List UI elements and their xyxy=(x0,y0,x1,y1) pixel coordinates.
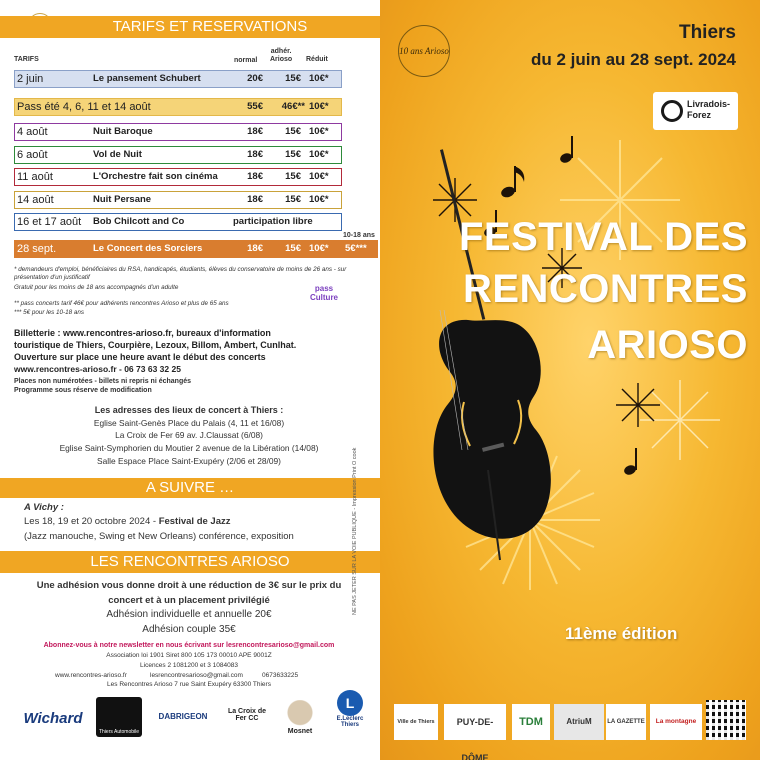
price-row xyxy=(14,98,342,116)
row-reduit: 10€* xyxy=(309,101,329,112)
col-reduit: Réduit xyxy=(306,56,328,63)
row-adher: 15€ xyxy=(285,73,301,84)
festival-title-line2: RENCONTRES xyxy=(462,267,748,311)
row-adher: 15€ xyxy=(285,126,301,137)
row-libre: participation libre xyxy=(233,216,313,227)
row-reduit: 10€* xyxy=(309,171,329,182)
tdm-logo: TDM xyxy=(512,704,550,740)
note-jeunes: *** 5€ pour les 10-18 ans xyxy=(14,309,85,316)
adhesion-line1: Une adhésion vous donne droit à une réduction de 3€ sur le prix du xyxy=(36,580,342,591)
vichy-title: A Vichy : xyxy=(24,502,64,513)
dabrigeon-logo: DABRIGEON xyxy=(158,712,208,721)
tarifs-title-band xyxy=(0,16,380,38)
puy-de-dome-logo: PUY-DE-DÔME xyxy=(444,704,506,740)
adhesion-couple: Adhésion couple 35€ xyxy=(142,624,236,635)
row-name: Bob Chilcott and Co xyxy=(93,216,185,227)
contact-web: www.rencontres-arioso.fr xyxy=(55,672,127,679)
programme-note: Programme sous réserve de modification xyxy=(14,387,152,394)
leclerc-logo xyxy=(332,690,368,740)
row-date: 2 juin xyxy=(17,73,44,85)
price-row xyxy=(14,213,342,231)
suivre-band xyxy=(0,478,380,498)
row-name: Le Concert des Sorciers xyxy=(93,243,203,254)
mosnet-logo: Mosnet xyxy=(276,700,324,736)
qr-pattern xyxy=(706,700,746,740)
festival-title-line3: ARIOSO xyxy=(587,323,748,367)
leclerc-icon: L xyxy=(337,690,363,716)
price-row xyxy=(14,191,342,209)
vichy-festival: Festival de Jazz xyxy=(158,516,231,527)
row-date: 6 août xyxy=(17,149,48,161)
adhesion-individuelle: Adhésion individuelle et annuelle 20€ xyxy=(106,609,272,620)
festival-title-line1: FESTIVAL DES xyxy=(458,215,748,259)
row-normal: 20€ xyxy=(247,73,263,84)
col-adher-line1: adhér. xyxy=(270,48,292,55)
contact-mail: lesrencontresarioso@gmail.com xyxy=(150,672,243,679)
row-extra: 5€*** xyxy=(345,243,367,254)
col-tarifs: TARIFS xyxy=(14,56,39,63)
adresse-1: Eglise Saint-Genès Place du Palais (4, 11 et 16/08) xyxy=(93,418,285,428)
la-montagne-logo: La montagne xyxy=(650,704,702,740)
note-gratuit: Gratuit pour les moins de 18 ans accompagnés d'un adulte xyxy=(14,284,179,291)
row-name: Nuit Baroque xyxy=(93,126,153,137)
rencontres-band xyxy=(0,551,380,573)
row-normal: 18€ xyxy=(247,243,263,254)
city-title: Thiers xyxy=(678,22,736,43)
row-reduit: 10€* xyxy=(309,73,329,84)
row-date: Pass été 4, 6, 11 et 14 août xyxy=(17,101,151,113)
row-adher: 15€ xyxy=(285,171,301,182)
price-row xyxy=(14,146,342,164)
newsletter: Abonnez-vous à notre newsletter en nous écrivant sur lesrencontresarioso@gmail.com xyxy=(43,642,335,649)
row-reduit: 10€* xyxy=(309,126,329,137)
leclerc-name: E.Leclerc Thiers xyxy=(336,716,364,728)
qr-code xyxy=(706,700,746,740)
price-row xyxy=(14,70,342,88)
pass-culture-logo: pass Culture xyxy=(310,284,338,302)
price-row xyxy=(14,123,342,141)
right-panel xyxy=(380,0,760,760)
col-normal: normal xyxy=(234,57,258,64)
postal-address: Les Rencontres Arioso 7 rue Saint Exupéry 63300 Thiers xyxy=(107,681,271,688)
row-normal: 18€ xyxy=(247,149,263,160)
association-info: Association loi 1901 Siret 800 105 173 00010 APE 9001Z xyxy=(106,652,272,659)
note-reduit: * demandeurs d'emploi, bénéficiaires du RSA, handicapés, étudiants, élèves du conservatoire de moins de 26 ans - sur présentation d'un justificatif xyxy=(14,266,347,281)
row-date: 11 août xyxy=(17,171,53,183)
livradois-forez-logo xyxy=(653,92,738,130)
row-date: 14 août xyxy=(17,194,54,206)
row-adher: 15€ xyxy=(285,243,301,254)
billetterie-line1: Billetterie : www.rencontres-arioso.fr, bureaux d'information xyxy=(14,328,271,338)
adresse-3: Eglise Saint-Symphorien du Moutier 2 avenue de la Libération (14/08) xyxy=(59,443,319,453)
livradois-name: Livradois-Forez xyxy=(687,99,731,120)
thiers-auto-logo: Thiers Automobile xyxy=(96,697,142,737)
row-date: 4 août xyxy=(17,126,48,138)
price-row xyxy=(14,168,342,186)
note-pass: ** pass concerts tarif 46€ pour adhérents rencontres Arioso et plus de 65 ans xyxy=(14,300,229,307)
arioso-10ans-logo: 10 ans Arioso xyxy=(398,25,450,77)
adresses-title: Les adresses des lieux de concert à Thiers : xyxy=(94,405,284,415)
wichard-logo: Wichard xyxy=(23,710,83,727)
row-reduit: 10€* xyxy=(309,194,329,205)
billetterie-line4: www.rencontres-arioso.fr - 06 73 63 32 25 xyxy=(14,364,181,374)
tarifs-title: TARIFS ET RESERVATIONS xyxy=(112,18,308,35)
row-date: 28 sept. xyxy=(17,243,57,255)
row-name: Le pansement Schubert xyxy=(93,73,201,84)
row-name: Nuit Persane xyxy=(93,194,152,205)
billetterie-line3: Ouverture sur place une heure avant le début des concerts xyxy=(14,352,266,362)
vichy-line2: (Jazz manouche, Swing et New Orleans) conférence, exposition xyxy=(24,531,294,542)
atrium-logo: AtriuM xyxy=(554,704,604,740)
suivre-title: A SUIVRE … xyxy=(145,479,235,496)
row-reduit: 10€* xyxy=(309,243,329,254)
contact-tel: 0673633225 xyxy=(262,672,299,679)
places-note: Places non numérotées - billets ni repris ni échangés xyxy=(14,378,191,385)
row-normal: 55€ xyxy=(247,101,263,112)
row-name: L'Orchestre fait son cinéma xyxy=(93,171,218,182)
price-row xyxy=(14,240,378,258)
row-adher: 46€** xyxy=(281,101,305,112)
col-adher xyxy=(270,48,292,64)
row-normal: 18€ xyxy=(247,126,263,137)
col-adher-line2: Arioso xyxy=(270,56,293,63)
edition-label: 11ème édition xyxy=(565,624,678,643)
row-adher: 15€ xyxy=(285,149,301,160)
vichy-line1 xyxy=(24,515,231,528)
row-normal: 18€ xyxy=(247,194,263,205)
licences: Licences 2 1081200 et 3 1084083 xyxy=(140,662,238,669)
row-adher: 15€ xyxy=(285,194,301,205)
row-reduit: 10€* xyxy=(309,149,329,160)
adhesion-line2: concert et à un placement privilégié xyxy=(108,595,270,606)
age-label: 10-18 ans xyxy=(343,232,375,239)
festival-dates: du 2 juin au 28 sept. 2024 xyxy=(530,50,736,69)
row-name: Vol de Nuit xyxy=(93,149,142,160)
row-date: 16 et 17 août xyxy=(17,216,82,228)
la-gazette-logo: LA GAZETTE xyxy=(606,704,646,740)
vichy-dates: Les 18, 19 et 20 octobre 2024 - xyxy=(24,516,159,527)
vertical-note: NE PAS JETER SUR LA VOIE PUBLIQUE - Impression Print O cook xyxy=(352,447,358,615)
croix-de-fer-logo: La Croix de Fer CC xyxy=(227,708,267,722)
rencontres-title: LES RENCONTRES ARIOSO xyxy=(90,553,290,570)
livradois-icon xyxy=(661,100,683,122)
ville-thiers-logo: Ville de Thiers xyxy=(394,704,438,740)
cello xyxy=(433,149,550,560)
adresse-2: La Croix de Fer 69 av. J.Claussat (6/08) xyxy=(115,430,263,440)
billetterie-line2: touristique de Thiers, Courpière, Lezoux, Billom, Ambert, Cunlhat. xyxy=(14,340,297,350)
adresse-4: Salle Espace Place Saint-Exupéry (2/06 et 28/09) xyxy=(97,456,281,466)
row-normal: 18€ xyxy=(247,171,263,182)
